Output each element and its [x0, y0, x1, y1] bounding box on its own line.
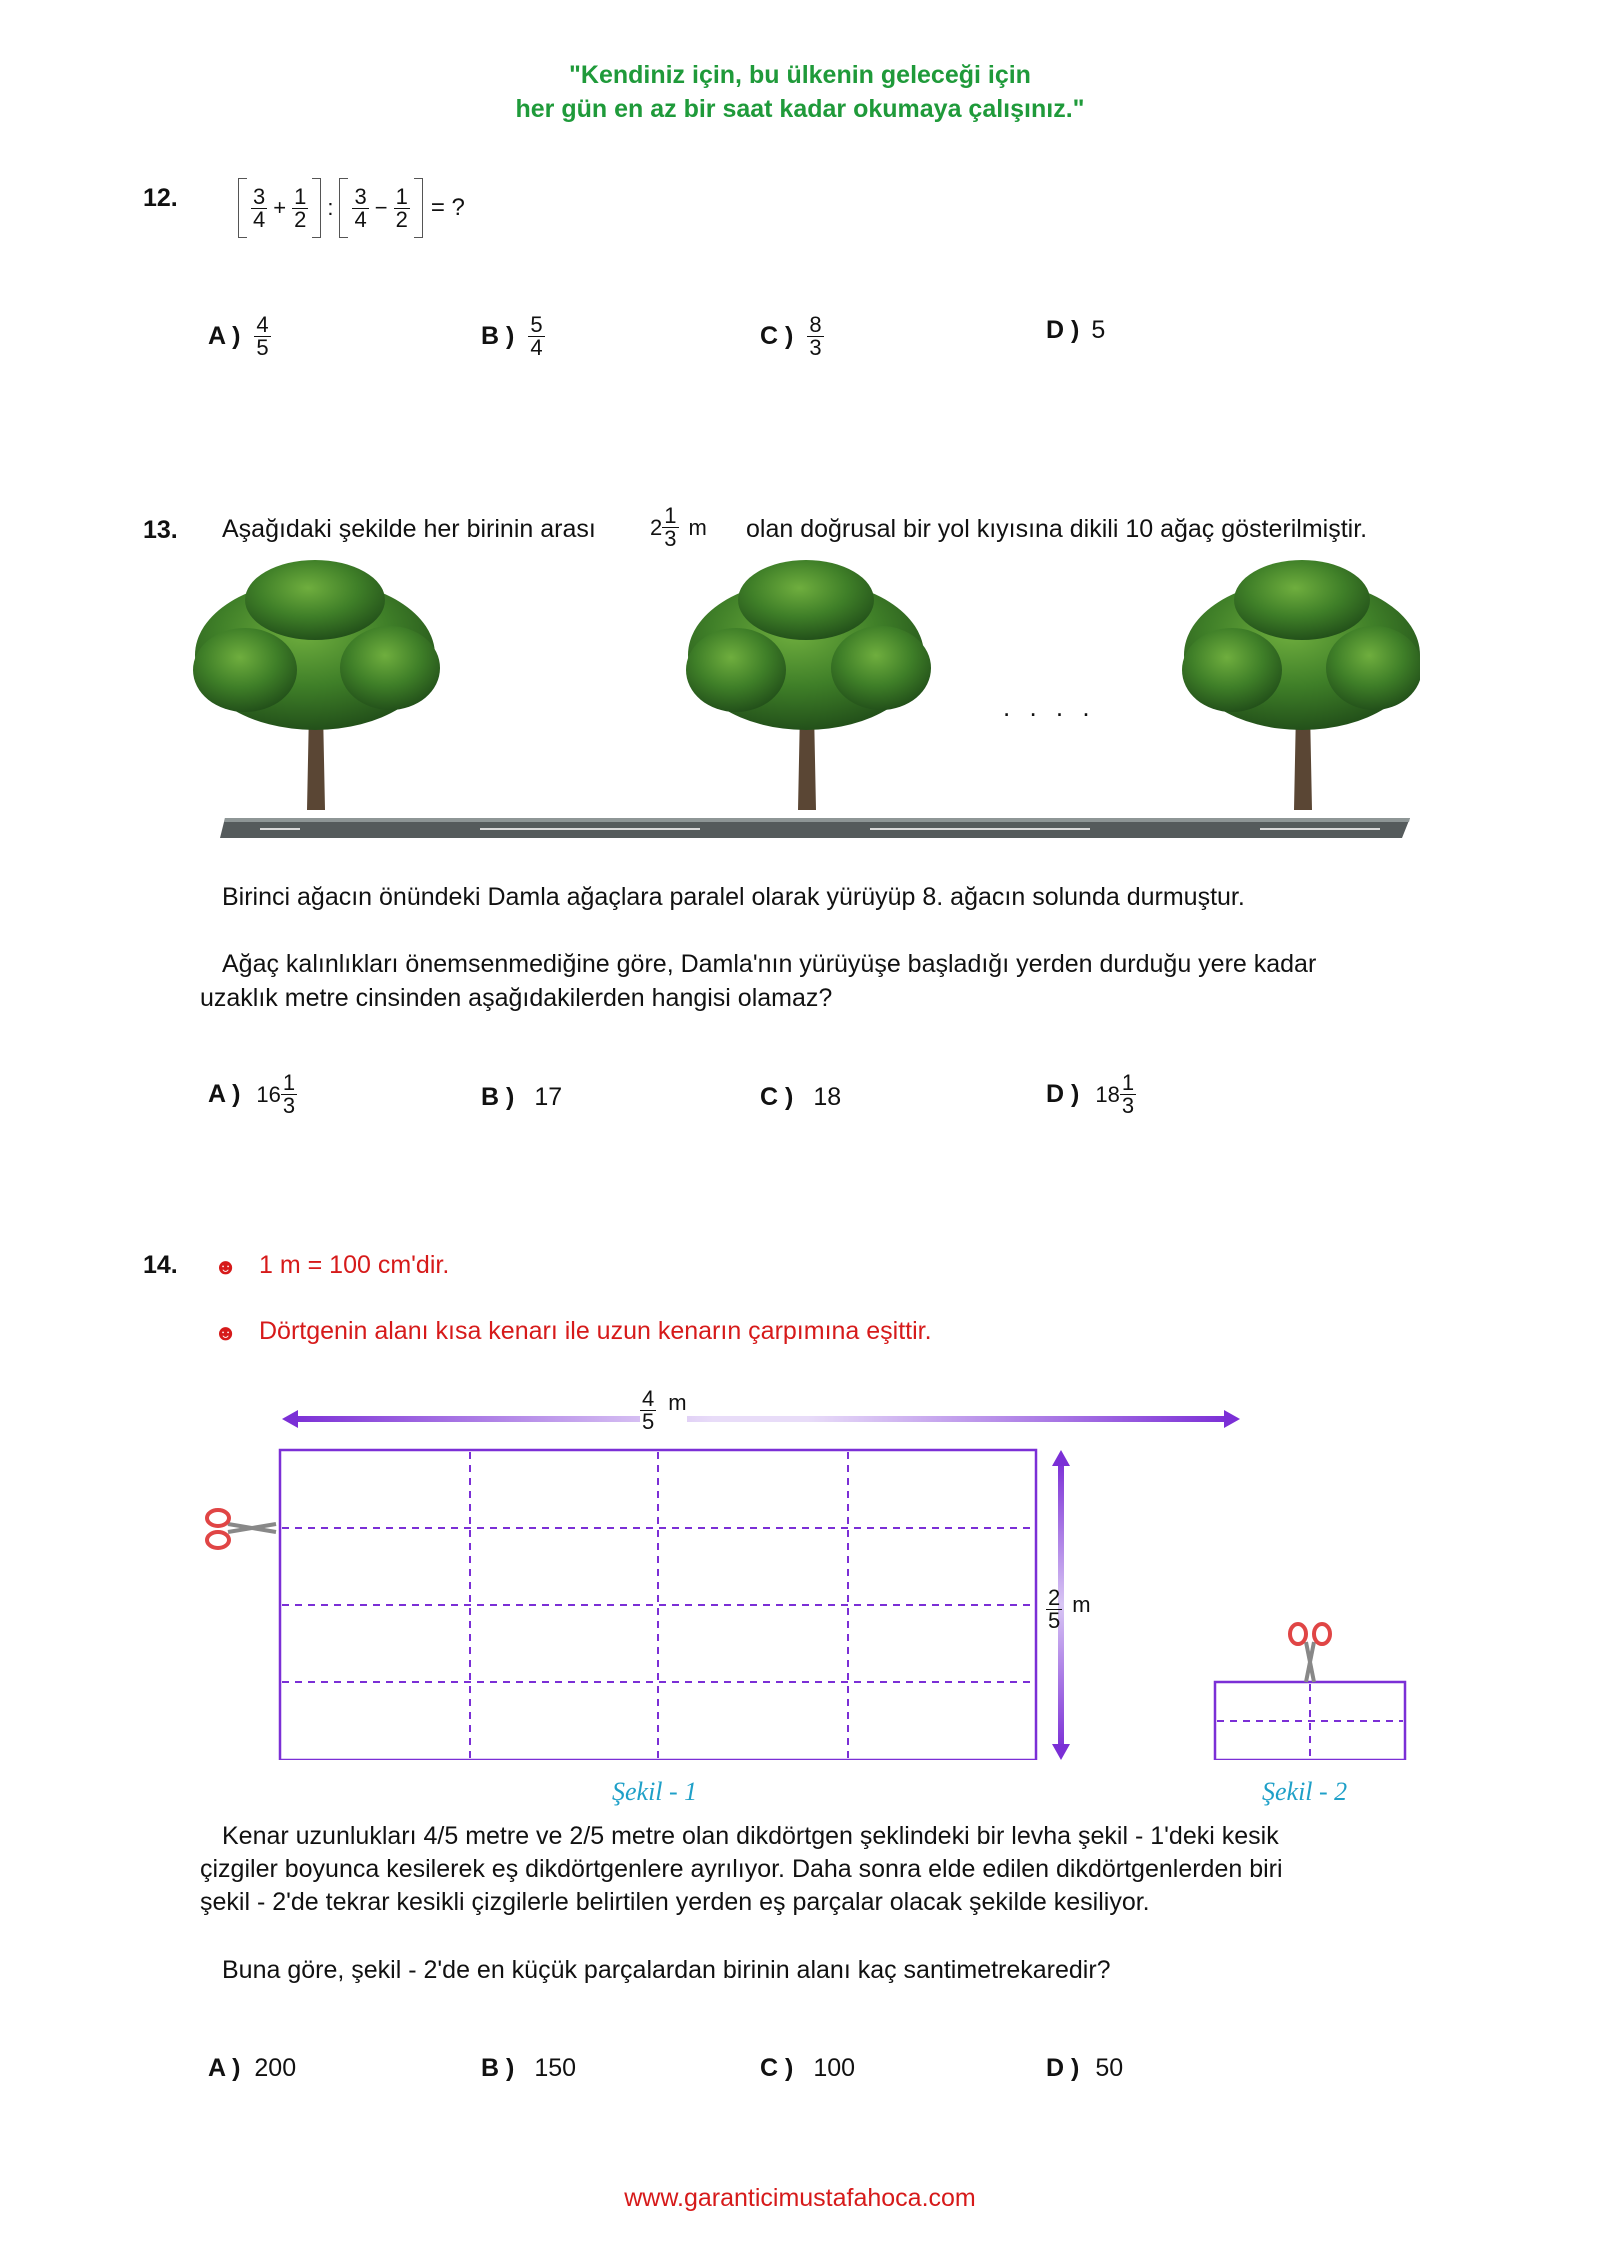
q14-paragraph-2: Buna göre, şekil - 2'de en küçük parçalardan birinin alanı kaç santimetrekaredir? [222, 1956, 1111, 1984]
bracket-close-2 [414, 178, 423, 238]
small-rectangle [1215, 1682, 1405, 1760]
bracket-close-1 [312, 178, 321, 238]
scissors-icon [207, 1510, 276, 1548]
q13-paragraph-2b: uzaklık metre cinsinden aşağıdakilerden hangisi olamaz? [200, 984, 833, 1012]
fraction-c: $\frac{3}{4}$ [354, 183, 367, 232]
bracket-open-2 [339, 178, 348, 238]
q14-bullet-1: 1 m = 100 cm'dir. [259, 1251, 450, 1279]
height-label: $\frac{2}{5}$ m [1048, 1585, 1091, 1633]
q14-paragraph-1a: Kenar uzunlukları 4/5 metre ve 2/5 metre olan dikdörtgen şeklindeki bir levha şekil - 1'deki kesik [222, 1822, 1279, 1850]
q12-option-b[interactable]: B ) $\frac{5}{4}$ [481, 312, 543, 360]
header-quote [0, 58, 1600, 126]
q13-option-d[interactable]: D ) 18 $\frac{1}{3}$ [1046, 1070, 1135, 1118]
q13-paragraph-2a: Ağaç kalınlıkları önemsenmediğine göre, Damla'nın yürüyüşe başladığı yerden durduğu yere kadar [222, 950, 1317, 978]
q13-option-c[interactable]: C ) 18 [760, 1083, 842, 1111]
q14-option-d[interactable]: D ) 50 [1046, 2054, 1124, 2082]
q13-stem-before: Aşağıdaki şekilde her birinin arası [222, 515, 596, 543]
bullet-smiley-icon: ☻ [214, 1320, 238, 1345]
fraction-d: $\frac{1}{2}$ [395, 183, 408, 232]
tree-2 [686, 560, 931, 810]
quote-line-2: her gün en az bir saat kadar okumaya çalışınız." [515, 95, 1085, 123]
bracket-open-1 [238, 178, 247, 238]
ellipsis-dots: . . . . [1003, 692, 1096, 722]
figure-1-caption: Şekil - 1 [612, 1777, 698, 1806]
q13-paragraph-1: Birinci ağacın önündeki Damla ağaçlara paralel olarak yürüyüp 8. ağacın solunda durmuştur. [222, 883, 1245, 911]
equals-question: = ? [430, 194, 465, 221]
question-12-number: 12. [143, 184, 178, 212]
q13-option-a[interactable]: A ) 16 $\frac{1}{3}$ [208, 1070, 296, 1118]
width-label: $\frac{4}{5}$ m [642, 1386, 687, 1434]
operator-plus: + [273, 195, 287, 220]
q14-paragraph-1c: şekil - 2'de tekrar kesikli çizgilerle belirtilen yerden eş parçalar olacak şekilde kesiliyor. [200, 1888, 1150, 1916]
q12-option-c[interactable]: C ) $\frac{8}{3}$ [760, 312, 822, 360]
q12-option-d[interactable]: D ) 5 [1046, 316, 1106, 344]
question-13-number: 13. [143, 516, 178, 544]
q13-option-b[interactable]: B ) 17 [481, 1083, 563, 1111]
operator-divide: : [327, 195, 334, 220]
sheet-rectangle [280, 1450, 1036, 1760]
q14-option-b[interactable]: B ) 150 [481, 2054, 577, 2082]
q12-option-a[interactable]: A ) $\frac{4}{5}$ [208, 312, 269, 360]
footer-link[interactable]: www.garanticimustafahoca.com [624, 2184, 976, 2212]
figure-illustrations [200, 1380, 1420, 1760]
q14-paragraph-1b: çizgiler boyunca kesilerek eş dikdörtgenlere ayrılıyor. Daha sonra elde edilen dikdörtgenlerden biri [200, 1855, 1283, 1883]
tree-1 [193, 560, 440, 810]
fraction-b: $\frac{1}{2}$ [294, 183, 307, 232]
fraction-a: $\frac{3}{4}$ [253, 183, 266, 232]
tree-3 [1182, 560, 1420, 810]
q14-option-a[interactable]: A ) 200 [208, 2054, 297, 2082]
question-12-expression [238, 178, 465, 238]
operator-minus: − [374, 195, 388, 220]
q14-bullet-2: Dörtgenin alanı kısa kenarı ile uzun kenarın çarpımına eşittir. [259, 1317, 932, 1345]
width-arrow [282, 1410, 1240, 1428]
q14-option-c[interactable]: C ) 100 [760, 2054, 856, 2082]
question-14-number: 14. [143, 1251, 178, 1279]
quote-line-1: "Kendiniz için, bu ülkenin geleceği için [569, 61, 1031, 89]
trees-road-illustration [180, 560, 1420, 850]
figure-2-caption: Şekil - 2 [1262, 1777, 1348, 1806]
q13-distance: 2 $\frac{1}{3}$ m [650, 503, 707, 551]
bullet-smiley-icon: ☻ [214, 1254, 238, 1279]
q13-stem-after: olan doğrusal bir yol kıyısına dikili 10 ağaç gösterilmiştir. [746, 515, 1368, 543]
road [220, 818, 1410, 838]
scissors-icon [1290, 1624, 1330, 1682]
